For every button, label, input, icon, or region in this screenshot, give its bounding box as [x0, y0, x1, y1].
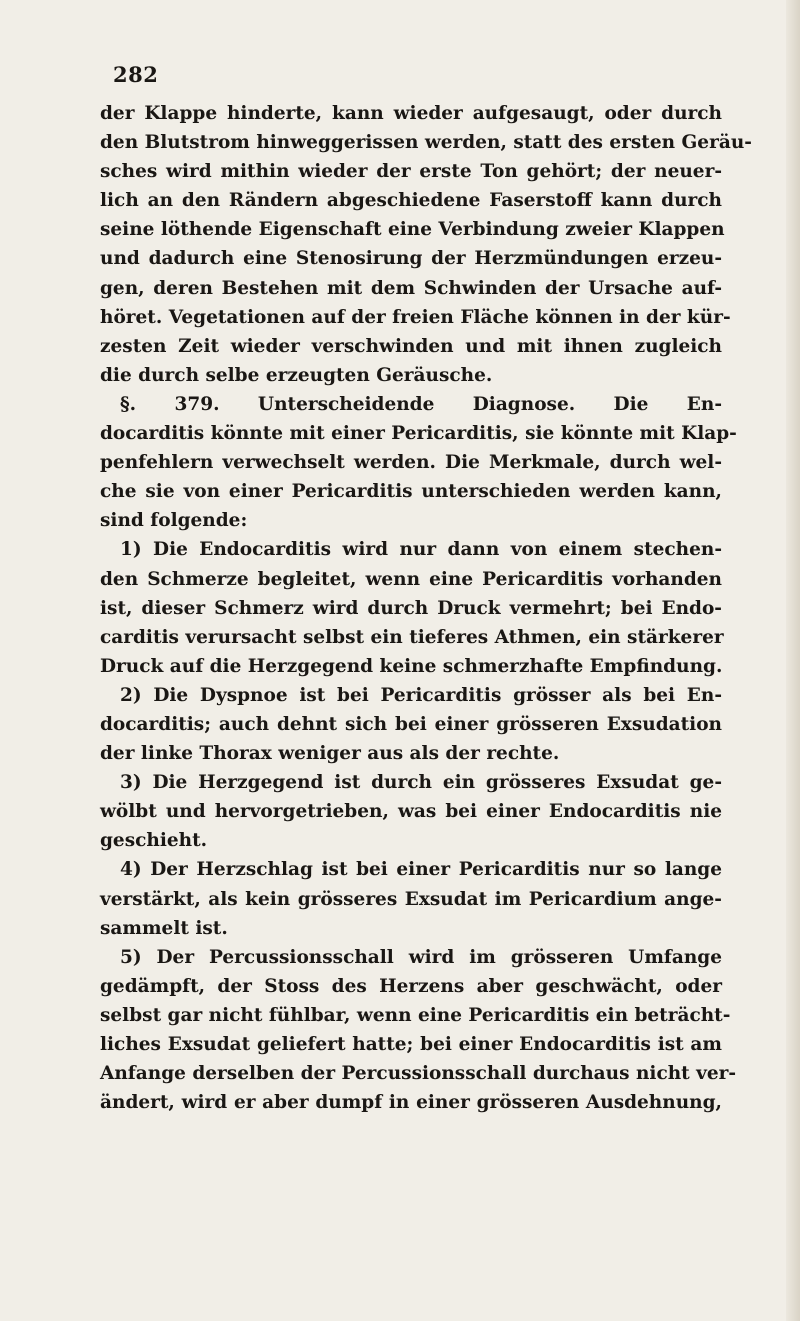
text-line: docarditis könnte mit einer Pericarditis, sie könnte mit Klap- — [100, 423, 737, 445]
text-line: die durch selbe erzeugten Geräusche. — [100, 364, 493, 386]
text-line: gen, deren Bestehen mit dem Schwinden der Ursache auf- — [100, 277, 722, 299]
text-line: docarditis; auch dehnt sich bei einer grösseren Exsudation — [100, 713, 722, 735]
text-line: selbst gar nicht fühlbar, wenn eine Pericarditis ein beträcht- — [100, 1004, 731, 1026]
text-line: liches Exsudat geliefert hatte; bei einer Endocarditis ist am — [100, 1034, 722, 1055]
text-line: sammelt ist. — [100, 917, 228, 939]
text-line: und dadurch eine Stenosirung der Herzmündungen erzeu- — [100, 248, 722, 270]
text-line: geschieht. — [100, 830, 208, 852]
text-line: penfehlern verwechselt werden. Die Merkmale, durch wel- — [100, 452, 722, 474]
section-heading-line: §. 379. Unterscheidende Diagnose. Die En- — [120, 393, 722, 415]
text-line: che sie von einer Pericarditis unterschieden werden kann, — [100, 481, 722, 503]
text-line: Druck auf die Herzgegend keine schmerzhafte Empfindung. — [100, 655, 723, 677]
body-text — [100, 99, 752, 1117]
page-edge-shadow — [786, 0, 800, 1321]
text-line: wölbt und hervorgetrieben, was bei einer Endocarditis nie — [100, 801, 722, 823]
text-line: gedämpft, der Stoss des Herzens aber geschwächt, oder — [100, 975, 722, 997]
page-number: 282 — [113, 62, 159, 87]
list-item-5-line: 5) Der Percussionsschall wird im grösseren Umfange — [120, 946, 722, 968]
text-line: der linke Thorax weniger aus als der rechte. — [100, 743, 560, 765]
text-line: den Schmerze begleitet, wenn eine Pericarditis vorhanden — [100, 568, 722, 590]
text-line: carditis verursacht selbst ein tieferes Athmen, ein stärkerer — [100, 626, 724, 648]
text-line: ist, dieser Schmerz wird durch Druck vermehrt; bei Endo- — [100, 597, 722, 619]
text-line: der Klappe hinderte, kann wieder aufgesaugt, oder durch — [100, 103, 722, 124]
list-item-3-line: 3) Die Herzgegend ist durch ein grösseres Exsudat ge- — [120, 772, 722, 794]
text-line: Anfange derselben der Percussionsschall durchaus nicht ver- — [100, 1063, 737, 1085]
text-line: sches wird mithin wieder der erste Ton gehört; der neuer- — [100, 161, 722, 183]
text-line: ändert, wird er aber dumpf in einer grösseren Ausdehnung, — [100, 1092, 722, 1114]
text-line: höret. Vegetationen auf der freien Fläche können in der kür- — [100, 306, 731, 328]
text-line: lich an den Rändern abgeschiedene Faserstoff kann durch — [100, 190, 722, 212]
text-line: sind folgende: — [100, 510, 248, 532]
text-line: den Blutstrom hinweggerissen werden, statt des ersten Geräu- — [100, 132, 752, 154]
text-line: verstärkt, als kein grösseres Exsudat im Pericardium ange- — [100, 888, 722, 910]
text-line: zesten Zeit wieder verschwinden und mit ihnen zugleich — [100, 335, 722, 357]
list-item-4-line: 4) Der Herzschlag ist bei einer Pericarditis nur so lange — [120, 859, 722, 881]
list-item-2-line: 2) Die Dyspnoe ist bei Pericarditis grösser als bei En- — [120, 684, 722, 706]
list-item-1-line: 1) Die Endocarditis wird nur dann von einem stechen- — [120, 539, 722, 561]
text-line: seine löthende Eigenschaft eine Verbindung zweier Klappen — [100, 219, 725, 241]
